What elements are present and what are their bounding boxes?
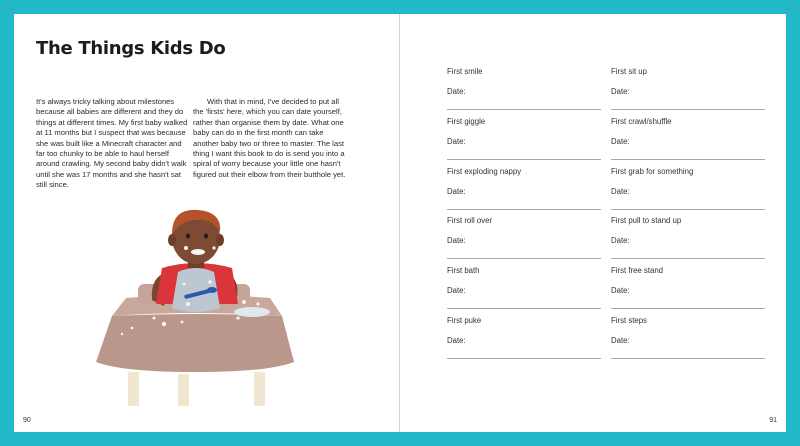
date-line xyxy=(611,308,765,309)
spoon-head xyxy=(207,287,217,293)
food-on-mouth xyxy=(191,249,205,255)
milestone-entry xyxy=(447,316,601,366)
date-label: Date: xyxy=(611,186,630,196)
date-line xyxy=(447,358,601,359)
milestone-label: First giggle xyxy=(447,116,486,126)
milestone-entry xyxy=(611,167,765,217)
milestone-label: First puke xyxy=(447,315,482,325)
milestone-entry xyxy=(447,67,601,117)
date-label: Date: xyxy=(611,87,630,96)
milestone-entry xyxy=(447,216,601,266)
milestone-label: First sit up xyxy=(611,67,647,76)
baby-eye xyxy=(186,234,190,239)
milestone-label: First roll over xyxy=(447,216,493,226)
date-label: Date: xyxy=(447,136,466,146)
milestone-label: First crawl/shuffle xyxy=(611,116,672,126)
left-page xyxy=(14,14,400,432)
milestone-entry xyxy=(611,67,765,117)
page-number: 91 xyxy=(769,417,777,424)
milestone-label: First pull to stand up xyxy=(611,216,682,226)
bowl xyxy=(234,307,270,317)
milestone-entry xyxy=(611,117,765,167)
date-label: Date: xyxy=(447,186,466,196)
date-label: Date: xyxy=(447,236,466,246)
milestone-entry xyxy=(611,316,765,366)
date-line xyxy=(447,159,601,160)
right-page xyxy=(400,14,786,432)
date-line xyxy=(611,258,765,259)
page-number: 90 xyxy=(23,417,31,424)
milestone-entry xyxy=(447,167,601,217)
chair-leg xyxy=(178,374,189,406)
baby-ear xyxy=(168,234,176,246)
milestone-entry xyxy=(447,266,601,316)
chair-leg xyxy=(128,372,139,406)
date-label: Date: xyxy=(447,286,466,296)
date-label: Date: xyxy=(611,286,630,296)
date-label: Date: xyxy=(447,87,466,96)
baby-eye xyxy=(204,234,208,239)
date-label: Date: xyxy=(447,335,466,345)
date-line xyxy=(447,308,601,309)
intro-paragraph-1: It's always tricky talking about milestones because all babies are different and they do things at different times. My first baby walked at 11 months but I suspect that was because she was built like a Minecraft character and far too chunky to be able to haul herself around crawling. My second baby didn't walk until she was 17 months and she hasn't sat still since. xyxy=(36,97,188,190)
date-line xyxy=(611,209,765,210)
milestone-label: First steps xyxy=(611,315,647,325)
date-line xyxy=(611,358,765,359)
milestone-column-1 xyxy=(447,67,601,366)
milestone-label: First bath xyxy=(447,266,480,276)
milestone-label: First free stand xyxy=(611,266,663,276)
milestone-label: First exploding nappy xyxy=(447,166,522,176)
date-label: Date: xyxy=(611,136,630,146)
page-title: The Things Kids Do xyxy=(36,38,226,59)
milestone-entry xyxy=(611,266,765,316)
milestone-label: First smile xyxy=(447,67,483,76)
date-line xyxy=(447,109,601,110)
date-label: Date: xyxy=(611,236,630,246)
date-line xyxy=(447,258,601,259)
baby-high-chair-illustration xyxy=(92,204,302,416)
milestone-entry xyxy=(447,117,601,167)
date-line xyxy=(611,159,765,160)
baby-ear xyxy=(216,234,224,246)
high-chair-tray xyxy=(96,314,294,372)
chair-leg xyxy=(254,372,265,406)
date-line xyxy=(611,109,765,110)
date-line xyxy=(447,209,601,210)
date-label: Date: xyxy=(611,335,630,345)
milestone-column-2 xyxy=(611,67,765,366)
intro-paragraph-2: With that in mind, I've decided to put all the 'firsts' here, which you can date yourself, rather than organise them by date. What one baby can do in the first month can take another baby two or three to master. The last thing I want this book to do is send you into a spiral of worry because your little one hasn't figured out their elbow from their butthole yet. xyxy=(193,97,346,179)
milestone-entry xyxy=(611,216,765,266)
milestone-label: First grab for something xyxy=(611,166,694,176)
